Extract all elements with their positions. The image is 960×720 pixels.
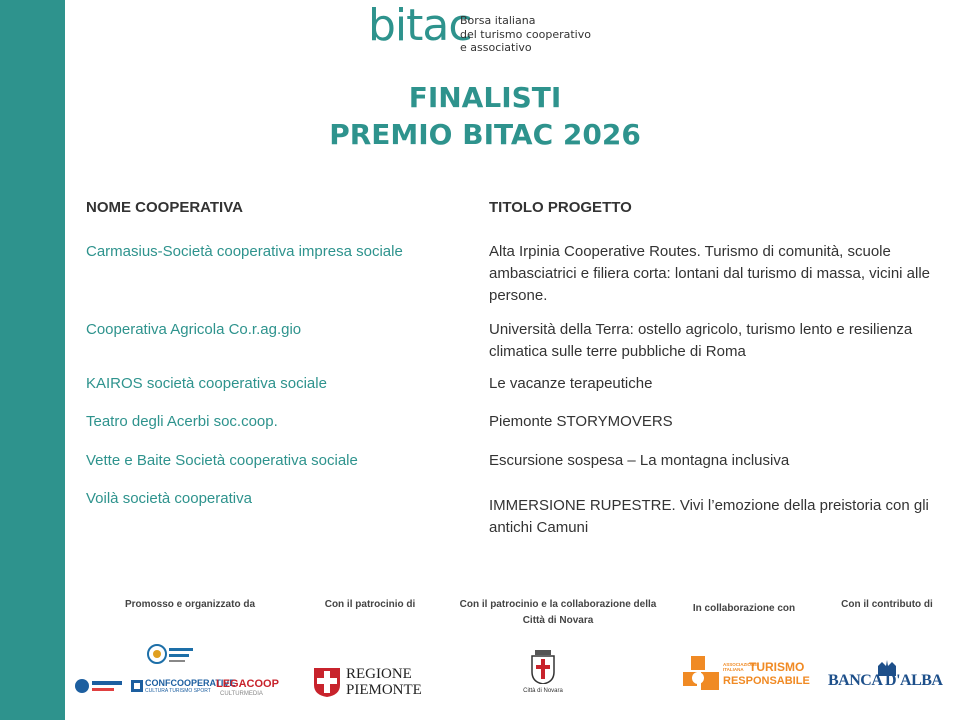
- project-title: Alta Irpinia Cooperative Routes. Turismo di comunità, scuole ambasciatrici e filiera corta: lontani dal turismo di massa, vicini alle persone.: [489, 243, 931, 304]
- project-title: Le vacanze terapeutiche: [489, 375, 653, 392]
- airt-icon: [683, 656, 723, 690]
- coop-name: Teatro degli Acerbi soc.coop.: [86, 413, 278, 430]
- piemonte-shield-icon: [313, 667, 341, 697]
- footer-label-novara: Con il patrocinio e la collaborazione della Città di Novara: [459, 599, 657, 626]
- left-sidebar-band: [0, 0, 65, 720]
- column-header-coop: NOME COOPERATIVA: [86, 199, 243, 216]
- project-title: Università della Terra: ostello agricolo, turismo lento e resilienza climatica sulle terre pubbliche di Roma: [489, 321, 913, 360]
- regione-piemonte-logo: REGIONE PIEMONTE: [313, 665, 418, 699]
- column-header-project: TITOLO PROGETTO: [489, 199, 632, 216]
- footer-label-collab: In collaborazione con: [692, 603, 796, 614]
- citta-di-novara-logo: Città di Novara: [520, 650, 566, 702]
- project-title: Escursione sospesa – La montagna inclusiva: [489, 452, 790, 469]
- legacoop-logo: LEGACOOP CULTURMEDIA: [216, 678, 279, 697]
- footer-label-patronage: Con il patrocinio di: [324, 599, 416, 610]
- coop-name: Vette e Baite Società cooperativa sociale: [86, 452, 358, 469]
- footer-label-promoted: Promosso e organizzato da: [124, 599, 256, 610]
- project-title: IMMERSIONE RUPESTRE. Vivi l’emozione della preistoria con gli antichi Camuni: [489, 497, 929, 536]
- confcooperative-icon: [131, 680, 143, 692]
- coop-name: Voilà società cooperativa: [86, 490, 252, 507]
- agci-logo: [72, 676, 124, 696]
- bitac-logo-tagline: Borsa italiana del turismo cooperativo e associativo: [460, 14, 591, 54]
- project-title: Piemonte STORYMOVERS: [489, 413, 673, 430]
- airt-turismo-responsabile-logo: ASSOCIAZIONE ITALIANA TURISMO RESPONSABILE: [683, 656, 798, 692]
- coop-name: Cooperativa Agricola Co.r.ag.gio: [86, 321, 302, 338]
- novara-crest-icon: [530, 650, 556, 684]
- footer-label-contribution: Con il contributo di: [841, 599, 933, 610]
- page-title-line1: FINALISTI: [408, 81, 562, 114]
- confcooperative-logo: CONFCOOPERATIVE CULTURA TURISMO SPORT: [131, 678, 226, 696]
- coop-name: Carmasius-Società cooperativa impresa sociale: [86, 243, 403, 260]
- bitac-logo: [368, 0, 628, 58]
- coop-name: KAIROS società cooperativa sociale: [86, 375, 327, 392]
- bitac-logo-word: bitac: [368, 0, 472, 51]
- page-title-line2: PREMIO BITAC 2026: [329, 118, 641, 151]
- banca-d-alba-logo: BANCA D'ALBA: [828, 660, 946, 696]
- cooperative-italiane-logo: [145, 640, 195, 670]
